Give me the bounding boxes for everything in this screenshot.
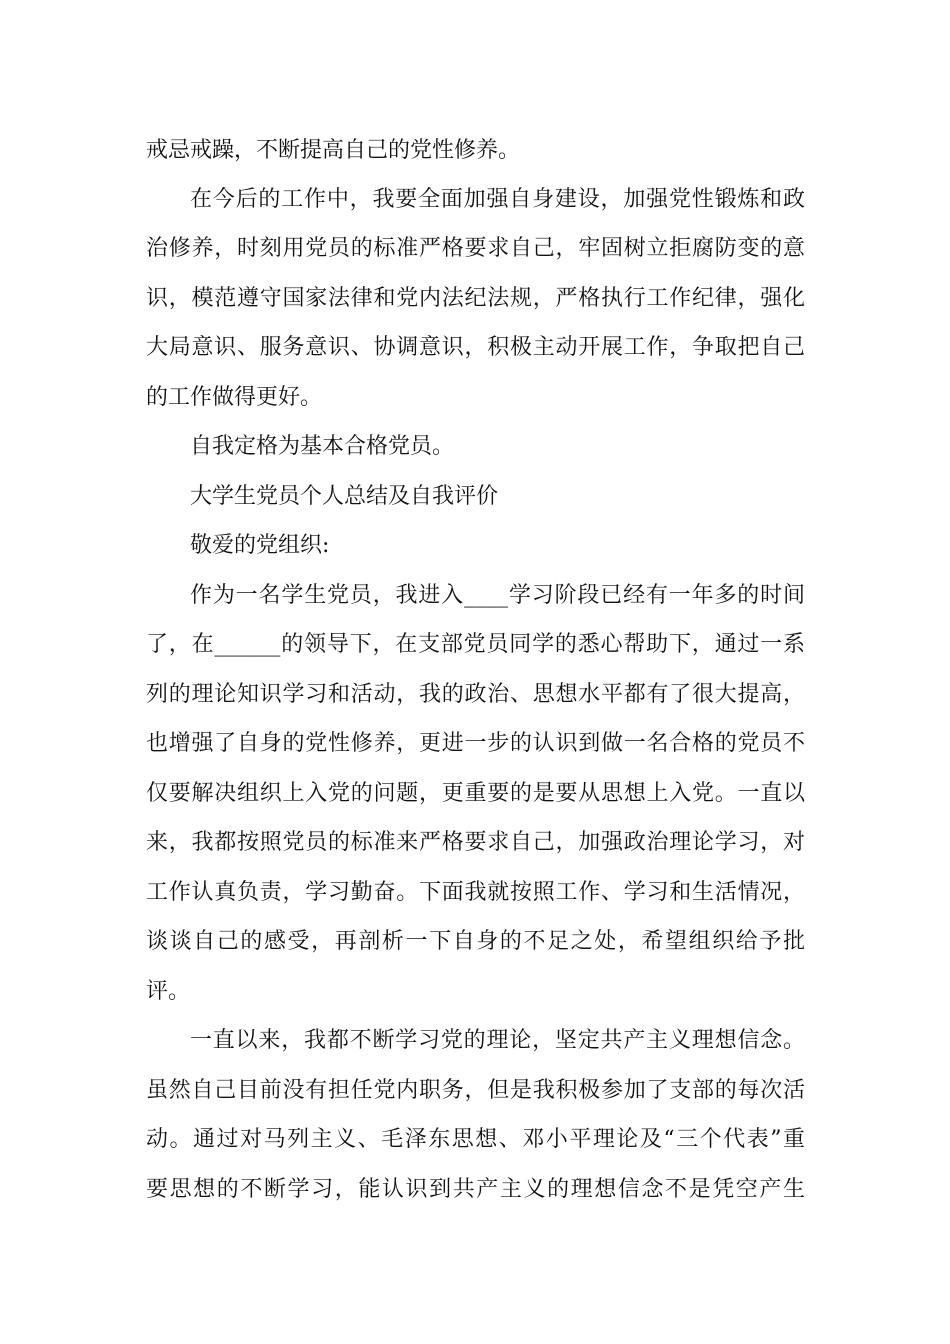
text-line: 谈谈自己的感受，再剖析一下自身的不足之处，希望组织给予批 [146, 929, 805, 954]
text-line: 来，我都按照党员的标准来严格要求自己，加强政治理论学习，对 [146, 830, 805, 855]
text-line: 工作认真负责，学习勤奋。下面我就按照工作、学习和生活情况， [146, 880, 805, 905]
text-line: 戒忌戒躁，不断提高自己的党性修养。 [146, 138, 521, 163]
text-line: 动。通过对马列主义、毛泽东思想、邓小平理论及“三个代表”重 [146, 1127, 805, 1152]
text-line: 在今后的工作中，我要全面加强自身建设，加强党性锻炼和政 [190, 187, 805, 212]
salutation: 敬爱的党组织: [190, 533, 330, 558]
text-line: 仅要解决组织上入党的问题，更重要的是要从思想上入党。一直以 [146, 781, 805, 806]
text-line: 列的理论知识学习和活动，我的政治、思想水平都有了很大提高， [146, 682, 805, 707]
text-line: 要思想的不断学习，能认识到共产主义的理想信念不是凭空产生 [146, 1177, 805, 1202]
section-heading: 大学生党员个人总结及自我评价 [190, 484, 499, 509]
text-line: 评。 [146, 979, 191, 1004]
text-line: 大局意识、服务意识、协调意识，积极主动开展工作，争取把自己 [146, 335, 805, 360]
text-line: 作为一名学生党员，我进入____学习阶段已经有一年多的时间 [190, 583, 805, 608]
text-line: 虽然自己目前没有担任党内职务，但是我积极参加了支部的每次活 [146, 1078, 805, 1103]
text-line: 识，模范遵守国家法律和党内法纪法规，严格执行工作纪律，强化 [146, 286, 805, 311]
text-line: 一直以来，我都不断学习党的理论，坚定共产主义理想信念。 [190, 1028, 805, 1053]
text-line: 治修养，时刻用党员的标准严格要求自己，牢固树立拒腐防变的意 [146, 236, 805, 261]
text-line: 也增强了自身的党性修养，更进一步的认识到做一名合格的党员不 [146, 731, 805, 756]
text-line: 的工作做得更好。 [146, 385, 323, 410]
text-line: 了，在______的领导下，在支部党员同学的悉心帮助下，通过一系 [146, 632, 805, 657]
text-line: 自我定格为基本合格党员。 [190, 434, 455, 459]
